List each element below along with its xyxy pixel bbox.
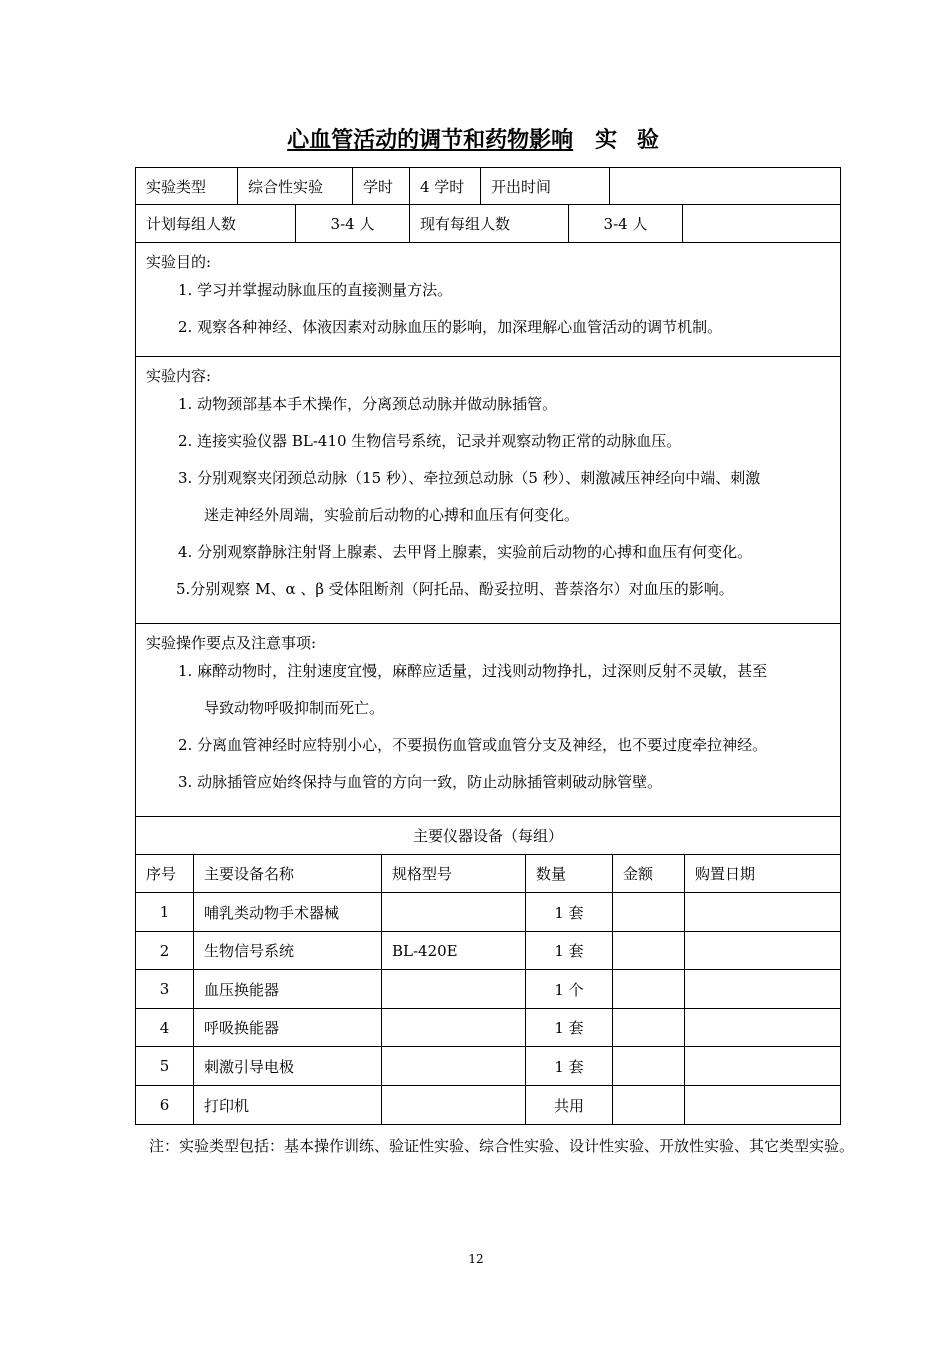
open-time-label: 开出时间: [481, 168, 610, 204]
cell-name: 打印机: [194, 1086, 382, 1124]
cell-model: [382, 893, 526, 931]
hours-label: 学时: [353, 168, 410, 204]
cell-index: 1: [136, 893, 194, 931]
cell-name: 哺乳类动物手术器械: [194, 893, 382, 931]
cell-date: [685, 932, 840, 969]
cell-model: [382, 1009, 526, 1046]
cell-quantity: 1 个: [526, 970, 613, 1008]
cell-date: [685, 893, 840, 931]
notes-heading: 实验操作要点及注意事项:: [146, 634, 317, 652]
col-header-index: 序号: [136, 855, 194, 892]
cell-quantity: 1 套: [526, 932, 613, 969]
content-item: 2. 连接实验仪器 BL-410 生物信号系统，记录并观察动物正常的动脉血压。: [178, 432, 682, 450]
cell-quantity: 1 套: [526, 1009, 613, 1046]
notes-item: 1. 麻醉动物时，注射速度宜慢，麻醉应适量，过浅则动物挣扎，过深则反射不灵敏，甚至: [178, 662, 768, 680]
cell-index: 6: [136, 1086, 194, 1124]
purpose-heading: 实验目的:: [146, 253, 212, 271]
cell-index: 4: [136, 1009, 194, 1046]
equipment-header-row: [136, 855, 840, 893]
table-row: [136, 893, 840, 932]
cell-model: [382, 1047, 526, 1085]
cell-index: 2: [136, 932, 194, 969]
experiment-form: [135, 167, 841, 1125]
cell-quantity: 1 套: [526, 893, 613, 931]
content-heading: 实验内容:: [146, 367, 212, 385]
col-header-date: 购置日期: [695, 865, 756, 883]
cell-model: [382, 1086, 526, 1124]
content-item: 3. 分别观察夹闭颈总动脉（15 秒）、牵拉颈总动脉（5 秒）、刺激减压神经向中端、刺激: [178, 469, 761, 487]
info-row-1: [136, 168, 840, 205]
cell-quantity: 1 套: [526, 1047, 613, 1085]
content-item-cont: 迷走神经外周端，实验前后动物的心搏和血压有何变化。: [204, 506, 580, 524]
table-row: [136, 1047, 840, 1086]
col-header-amount: 金额: [613, 855, 685, 892]
current-size-label: 现有每组人数: [410, 205, 569, 242]
type-label: 实验类型: [136, 168, 238, 204]
cell-name: 血压换能器: [194, 970, 382, 1008]
cell-name: 呼吸换能器: [194, 1009, 382, 1046]
cell-amount: [613, 970, 685, 1008]
table-row: [136, 932, 840, 970]
notes-item: 3. 动脉插管应始终保持与血管的方向一致，防止动脉插管刺破动脉管壁。: [178, 773, 663, 791]
cell-index: 3: [136, 970, 194, 1008]
title-suffix: 实 验: [595, 127, 665, 153]
cell-amount: [613, 1009, 685, 1046]
cell-date: [685, 1086, 840, 1124]
cell-date: [685, 1009, 840, 1046]
cell-name: 刺激引导电极: [194, 1047, 382, 1085]
cell-model: [382, 970, 526, 1008]
notes-item-cont: 导致动物呼吸抑制而死亡。: [204, 699, 385, 717]
hours-value: 4 学时: [410, 168, 481, 204]
cell-index: 5: [136, 1047, 194, 1085]
table-row: [136, 970, 840, 1009]
cell-amount: [613, 893, 685, 931]
empty-cell: [683, 205, 840, 242]
table-row: [136, 1086, 840, 1124]
document-title: [0, 124, 952, 156]
plan-size-label: 计划每组人数: [136, 205, 296, 242]
content-item: 1. 动物颈部基本手术操作，分离颈总动脉并做动脉插管。: [178, 395, 558, 413]
cell-quantity: 共用: [526, 1086, 613, 1124]
info-row-2: [136, 205, 840, 243]
content-item: 4. 分别观察静脉注射肾上腺素、去甲肾上腺素，实验前后动物的心搏和血压有何变化。: [178, 543, 753, 561]
col-header-model: 规格型号: [382, 855, 526, 892]
notes-item: 2. 分离血管神经时应特别小心，不要损伤血管或血管分支及神经，也不要过度牵拉神经。: [178, 736, 768, 754]
equipment-caption-row: [136, 817, 840, 855]
open-time-value: [610, 168, 840, 204]
purpose-section: [136, 243, 840, 357]
cell-name: 生物信号系统: [194, 932, 382, 969]
cell-model: BL-420E: [382, 932, 526, 969]
title-main: 心血管活动的调节和药物影响: [287, 127, 574, 153]
content-item: 5.分别观察 M、α 、β 受体阻断剂（阿托品、酚妥拉明、普萘洛尔）对血压的影响。: [176, 580, 734, 598]
cell-date: [685, 970, 840, 1008]
footnote: 注：实验类型包括：基本操作训练、验证性实验、综合性实验、设计性实验、开放性实验、其它类型实验。: [149, 1137, 855, 1155]
cell-amount: [613, 1086, 685, 1124]
content-section: [136, 357, 840, 624]
col-header-quantity: 数量: [526, 855, 613, 892]
equipment-caption: 主要仪器设备（每组）: [412, 827, 563, 845]
current-size-value: 3-4 人: [569, 205, 683, 242]
type-value: 综合性实验: [238, 168, 353, 204]
purpose-item: 2. 观察各种神经、体液因素对动脉血压的影响，加深理解心血管活动的调节机制。: [178, 318, 723, 336]
table-row: [136, 1009, 840, 1047]
cell-amount: [613, 1047, 685, 1085]
cell-amount: [613, 932, 685, 969]
notes-section: [136, 624, 840, 817]
purpose-item: 1. 学习并掌握动脉血压的直接测量方法。: [178, 281, 453, 299]
plan-size-value: 3-4 人: [296, 205, 410, 242]
col-header-name: 主要设备名称: [194, 855, 382, 892]
page-number: 12: [468, 1252, 484, 1266]
cell-date: [685, 1047, 840, 1085]
